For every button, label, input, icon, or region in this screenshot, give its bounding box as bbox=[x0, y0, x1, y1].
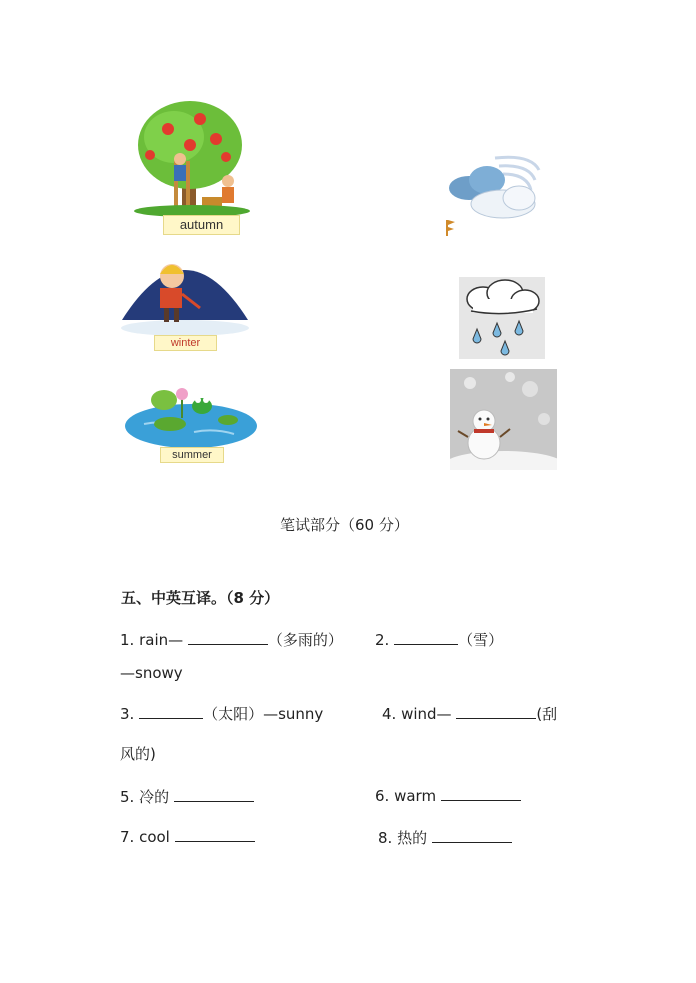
question-8-prompt: 8. 热的 bbox=[378, 829, 432, 847]
question-4 bbox=[382, 703, 557, 724]
question-2-suffix: （雪） bbox=[458, 631, 504, 649]
question-1 bbox=[120, 629, 343, 650]
autumn-apple-tree-image bbox=[134, 97, 250, 217]
section-title: 笔试部分（60 分） bbox=[280, 516, 409, 534]
answer-blank-4[interactable] bbox=[456, 704, 536, 719]
question-1-prefix: 1. rain— bbox=[120, 631, 188, 649]
question-4-suffix: (刮 bbox=[536, 705, 558, 723]
answer-blank-5[interactable] bbox=[174, 787, 254, 802]
answer-blank-3[interactable] bbox=[139, 704, 203, 719]
question-5 bbox=[120, 786, 254, 807]
question-4-continuation: 风的) bbox=[120, 745, 156, 763]
question-7-prompt: 7. cool bbox=[120, 828, 175, 846]
part-five-heading: 五、中英互译。（8 分） bbox=[121, 589, 280, 607]
question-2-continuation: —snowy bbox=[120, 664, 183, 682]
question-1-suffix: （多雨的） bbox=[267, 631, 343, 649]
answer-blank-1[interactable] bbox=[188, 630, 268, 645]
summer-pond-image bbox=[124, 384, 258, 450]
question-2-prefix: 2. bbox=[375, 631, 395, 649]
question-3-prefix: 3. bbox=[120, 705, 140, 723]
question-8 bbox=[378, 827, 512, 848]
snowman-image bbox=[450, 369, 557, 470]
summer-label: summer bbox=[160, 447, 224, 463]
winter-skating-girl-image bbox=[120, 250, 250, 336]
question-3-suffix: （太阳）—sunny bbox=[203, 705, 324, 723]
windy-cloud-image bbox=[443, 152, 543, 238]
answer-blank-6[interactable] bbox=[441, 786, 521, 801]
autumn-label: autumn bbox=[163, 215, 240, 235]
question-6-prompt: 6. warm bbox=[375, 787, 441, 805]
rain-cloud-image bbox=[459, 277, 545, 359]
question-4-prefix: 4. wind— bbox=[382, 705, 457, 723]
question-5-prompt: 5. 冷的 bbox=[120, 788, 174, 806]
question-2 bbox=[375, 629, 503, 650]
question-6 bbox=[375, 786, 521, 805]
answer-blank-7[interactable] bbox=[175, 827, 255, 842]
question-7 bbox=[120, 827, 255, 846]
question-3 bbox=[120, 703, 323, 724]
answer-blank-8[interactable] bbox=[432, 828, 512, 843]
answer-blank-2[interactable] bbox=[394, 630, 458, 645]
winter-label: winter bbox=[154, 335, 217, 351]
